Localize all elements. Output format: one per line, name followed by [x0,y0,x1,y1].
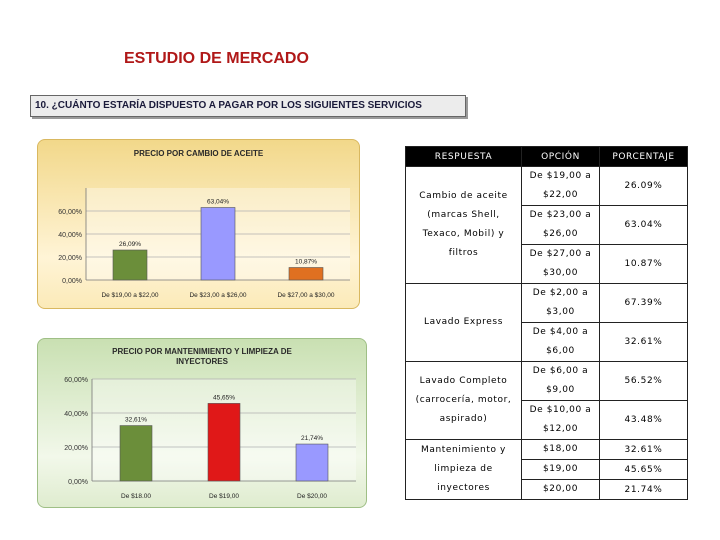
table-row [406,284,688,323]
chart-title: PRECIO POR CAMBIO DE ACEITE [133,149,264,158]
bar [296,444,328,481]
y-tick-label: 0,00% [68,479,88,486]
opcion-line: $18,00 [542,444,579,454]
opcion-line: $20,00 [542,484,579,494]
porcentaje-cell: 56.52% [600,362,688,401]
porcentaje-cell: 26.09% [600,167,688,206]
opcion-line: De $2,00 a [532,288,589,298]
opcion-line: $3,00 [546,307,575,317]
opcion-cell [522,284,600,323]
oil-change-price-chart [37,139,360,309]
table-header-row [406,147,688,167]
table-row [406,362,688,401]
bar [120,426,152,481]
data-label: 26,09% [118,240,142,248]
x-tick-label: De $20,00 [297,493,327,500]
respuesta-line: filtros [448,248,479,258]
opcion-cell [522,206,600,245]
respuesta-cell [406,440,522,500]
porcentaje-cell: 10.87% [600,245,688,284]
bar [208,403,240,481]
bar [289,267,323,280]
opcion-cell [522,480,600,500]
header-porcentaje: PORCENTAJE [600,147,688,167]
x-tick-label: De $23,00 a $26,00 [189,292,247,299]
opcion-line: $12,00 [542,424,579,434]
respuesta-line: Mantenimiento y [421,445,506,455]
respuesta-line: Texaco, Mobil) y [422,229,505,239]
respuesta-cell [406,167,522,284]
page-title: ESTUDIO DE MERCADO [124,50,309,67]
opcion-line: $22,00 [542,190,579,200]
survey-results-table [405,146,688,500]
opcion-cell [522,245,600,284]
respuesta-cell [406,362,522,440]
opcion-cell [522,323,600,362]
oil-change-chart-svg [38,140,361,310]
bar [201,208,235,280]
x-tick-label: De $19,00 [209,493,239,500]
opcion-line: $9,00 [546,385,575,395]
x-tick-label: De $18.00 [121,493,151,500]
porcentaje-cell: 32.61% [600,440,688,460]
y-tick-label: 20,00% [58,255,82,262]
header-respuesta: RESPUESTA [406,147,522,167]
question-banner: 10. ¿CUÁNTO ESTARÍA DISPUESTO A PAGAR POR LOS SIGUIENTES SERVICIOS [30,95,466,117]
y-tick-label: 40,00% [64,411,88,418]
respuesta-cell [406,284,522,362]
porcentaje-cell: 67.39% [600,284,688,323]
porcentaje-cell: 32.61% [600,323,688,362]
x-tick-label: De $27,00 a $30,00 [277,292,335,299]
respuesta-line: aspirado) [439,414,488,424]
y-tick-label: 60,00% [64,377,88,384]
opcion-line: $19,00 [542,464,579,474]
table-row [406,440,688,460]
porcentaje-cell: 43.48% [600,401,688,440]
injector-chart-svg [38,339,368,509]
respuesta-line: Lavado Express [424,317,503,327]
opcion-line: De $10,00 a [529,405,592,415]
data-label: 45,65% [212,394,236,402]
data-label: 10,87% [294,258,318,266]
opcion-cell [522,362,600,401]
respuesta-line: Lavado Completo [419,376,508,386]
respuesta-line: inyectores [437,483,490,493]
opcion-cell [522,440,600,460]
data-label: 63,04% [206,198,230,206]
opcion-line: De $19,00 a [529,171,592,181]
data-label: 21,74% [300,435,324,443]
table-row [406,167,688,206]
opcion-cell [522,460,600,480]
opcion-line: De $6,00 a [532,366,589,376]
respuesta-line: (carrocería, motor, [415,395,512,405]
porcentaje-cell: 63.04% [600,206,688,245]
respuesta-line: (marcas Shell, [427,210,500,220]
opcion-cell [522,167,600,206]
bar [113,250,147,280]
opcion-line: $30,00 [542,268,579,278]
opcion-line: $6,00 [546,346,575,356]
opcion-line: De $4,00 a [532,327,589,337]
respuesta-line: Cambio de aceite [419,191,508,201]
chart-title: PRECIO POR MANTENIMIENTO Y LIMPIEZA DE INYECTORES [112,347,292,366]
porcentaje-cell: 21.74% [600,480,688,500]
opcion-cell [522,401,600,440]
data-label: 32,61% [124,416,148,424]
opcion-line: De $27,00 a [529,249,592,259]
opcion-line: De $23,00 a [529,210,592,220]
y-tick-label: 40,00% [58,232,82,239]
x-tick-label: De $19,00 a $22,00 [101,292,159,299]
opcion-line: $26,00 [542,229,579,239]
y-tick-label: 0,00% [62,278,82,285]
y-tick-label: 20,00% [64,445,88,452]
injector-cleaning-price-chart [37,338,367,508]
y-tick-label: 60,00% [58,209,82,216]
porcentaje-cell: 45.65% [600,460,688,480]
respuesta-line: limpieza de [434,464,493,474]
header-opcion: OPCIÓN [522,147,600,167]
